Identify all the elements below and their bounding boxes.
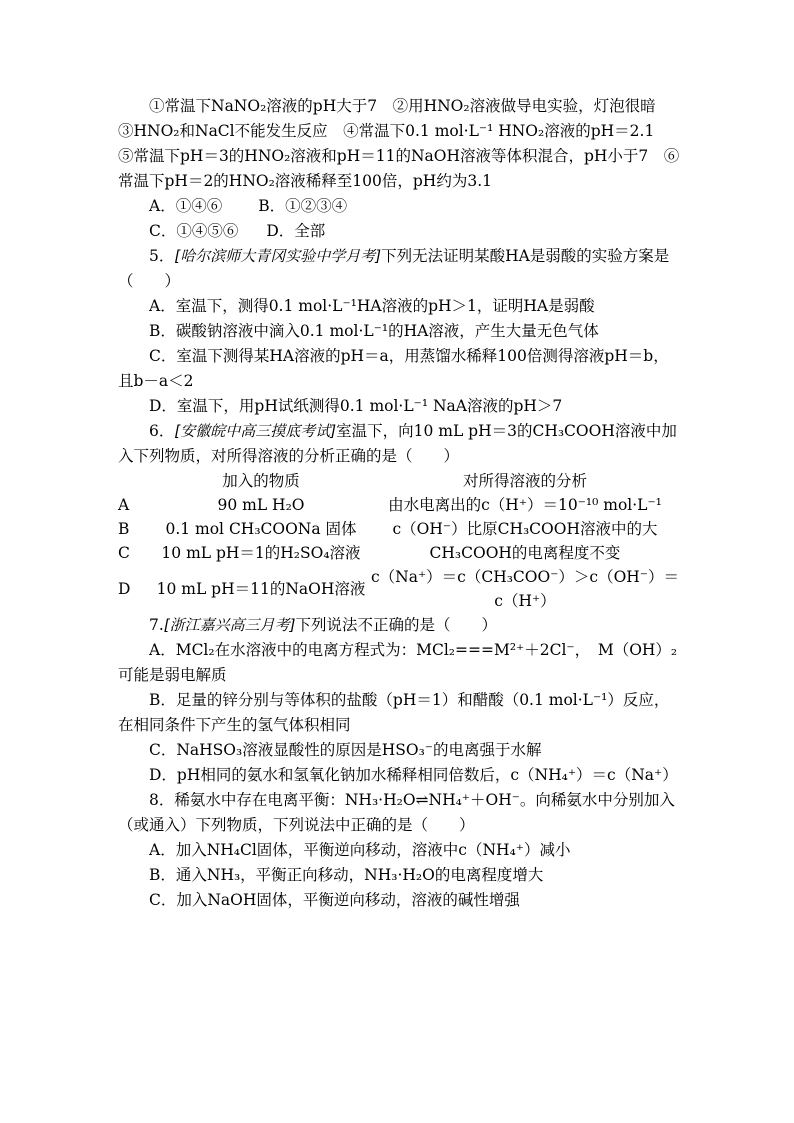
q5-stem bbox=[118, 244, 680, 294]
q4-option-c: C．①④⑤⑥ bbox=[149, 222, 239, 240]
table-header-row bbox=[118, 469, 680, 493]
q4-items: ①常温下NaNO₂溶液的pH大于7 ②用HNO₂溶液做导电实验，灯泡很暗 ③HNO₂和NaCl不能发生反应 ④常温下0.1 mol·L⁻¹ HNO₂溶液的pH＝2.1 ⑤常温下pH＝3的HNO₂溶液和pH＝11的NaOH溶液等体积混合，pH小于7 ⑥常温下pH＝2的HNO₂溶液稀释至100倍，pH约为3.1 bbox=[118, 97, 680, 190]
row-analysis: c（Na⁺）＝c（CH₃COO⁻）＞c（OH⁻）＝c（H⁺） bbox=[371, 568, 679, 610]
q7-stem bbox=[118, 613, 680, 638]
row-analysis: CH₃COOH的电离程度不变 bbox=[429, 544, 621, 562]
q8-option-b: B．通入NH₃，平衡正向移动，NH₃·H₂O的电离程度增大 bbox=[149, 866, 544, 884]
question-content bbox=[118, 94, 680, 913]
q7-option-b: B．足量的锌分别与等体积的盐酸（pH＝1）和醋酸（0.1 mol·L⁻¹）反应，在相同条件下产生的氢气体积相同 bbox=[118, 691, 670, 734]
q5-source: [哈尔滨师大青冈实验中学月考] bbox=[174, 247, 382, 265]
q7-stem-text: 下列说法不正确的是（ ） bbox=[295, 616, 498, 634]
row-analysis: c（OH⁻）比原CH₃COOH溶液中的大 bbox=[392, 520, 658, 538]
q5-number: 5． bbox=[149, 247, 175, 265]
q5-option-c: C．室温下测得某HA溶液的pH＝a，用蒸馏水稀释100倍测得溶液pH＝b，且b－a＜2 bbox=[118, 347, 669, 390]
q8-option-c: C．加入NaOH固体，平衡逆向移动，溶液的碱性增强 bbox=[149, 891, 520, 909]
row-analysis: 由水电离出的c（H⁺）＝10⁻¹⁰ mol·L⁻¹ bbox=[388, 496, 662, 514]
row-substance: 10 mL pH＝11的NaOH溶液 bbox=[156, 580, 366, 598]
q6-source: [安徽皖中高三摸底考试] bbox=[174, 422, 337, 440]
header-substance: 加入的物质 bbox=[222, 472, 300, 490]
q7-option-a: A．MCl₂在水溶液中的电离方程式为：MCl₂===M²⁺＋2Cl⁻， M（OH）₂可能是弱电解质 bbox=[118, 641, 678, 684]
q5-option-b: B．碳酸钠溶液中滴入0.1 mol·L⁻¹的HA溶液，产生大量无色气体 bbox=[149, 322, 599, 340]
q4-options-row2 bbox=[118, 219, 680, 244]
header-analysis: 对所得溶液的分析 bbox=[462, 472, 587, 490]
q5-stem-text: 下列无法证明某酸HA是弱酸的实验方案是（ ） bbox=[118, 247, 670, 290]
table-row bbox=[118, 493, 680, 517]
table-row bbox=[118, 565, 680, 613]
q7-number: 7. bbox=[149, 616, 164, 634]
table-row bbox=[118, 541, 680, 565]
q6-stem-text: 室温下，向10 mL pH＝3的CH₃COOH溶液中加入下列物质，对所得溶液的分析正确的是（ ） bbox=[118, 422, 677, 465]
q8-option-a: A．加入NH₄Cl固体，平衡逆向移动，溶液中c（NH₄⁺）减小 bbox=[149, 841, 571, 859]
header-key bbox=[118, 469, 152, 493]
q4-option-b: B．①②③④ bbox=[258, 197, 348, 215]
q4-option-d: D．全部 bbox=[266, 222, 326, 240]
q8-stem: 8．稀氨水中存在电离平衡：NH₃·H₂O⇌NH₄⁺＋OH⁻。向稀氨水中分别加入（或通入）下列物质，下列说法中正确的是（ ） bbox=[118, 791, 675, 834]
q7-option-c: C．NaHSO₃溶液显酸性的原因是HSO₃⁻的电离强于水解 bbox=[149, 741, 542, 759]
q5-option-d: D．室温下，用pH试纸测得0.1 mol·L⁻¹ NaA溶液的pH＞7 bbox=[149, 397, 563, 415]
row-key: B bbox=[118, 520, 130, 538]
q4-options-row1 bbox=[118, 194, 680, 219]
table-row bbox=[118, 517, 680, 541]
q6-analysis-table bbox=[118, 469, 680, 613]
q7-source: [浙江嘉兴高三月考] bbox=[163, 616, 296, 634]
row-substance: 10 mL pH＝1的H₂SO₄溶液 bbox=[161, 544, 361, 562]
row-substance: 90 mL H₂O bbox=[217, 496, 305, 514]
q4-option-a: A．①④⑥ bbox=[149, 197, 223, 215]
row-key: A bbox=[118, 496, 130, 514]
row-key: D bbox=[118, 580, 131, 598]
row-substance: 0.1 mol CH₃COONa 固体 bbox=[165, 520, 357, 538]
q6-number: 6． bbox=[149, 422, 175, 440]
q6-stem bbox=[118, 419, 680, 469]
q5-option-a: A．室温下，测得0.1 mol·L⁻¹HA溶液的pH＞1，证明HA是弱酸 bbox=[149, 297, 595, 315]
q7-option-d: D．pH相同的氨水和氢氧化钠加水稀释相同倍数后，c（NH₄⁺）＝c（Na⁺） bbox=[149, 766, 678, 784]
row-key: C bbox=[118, 544, 130, 562]
